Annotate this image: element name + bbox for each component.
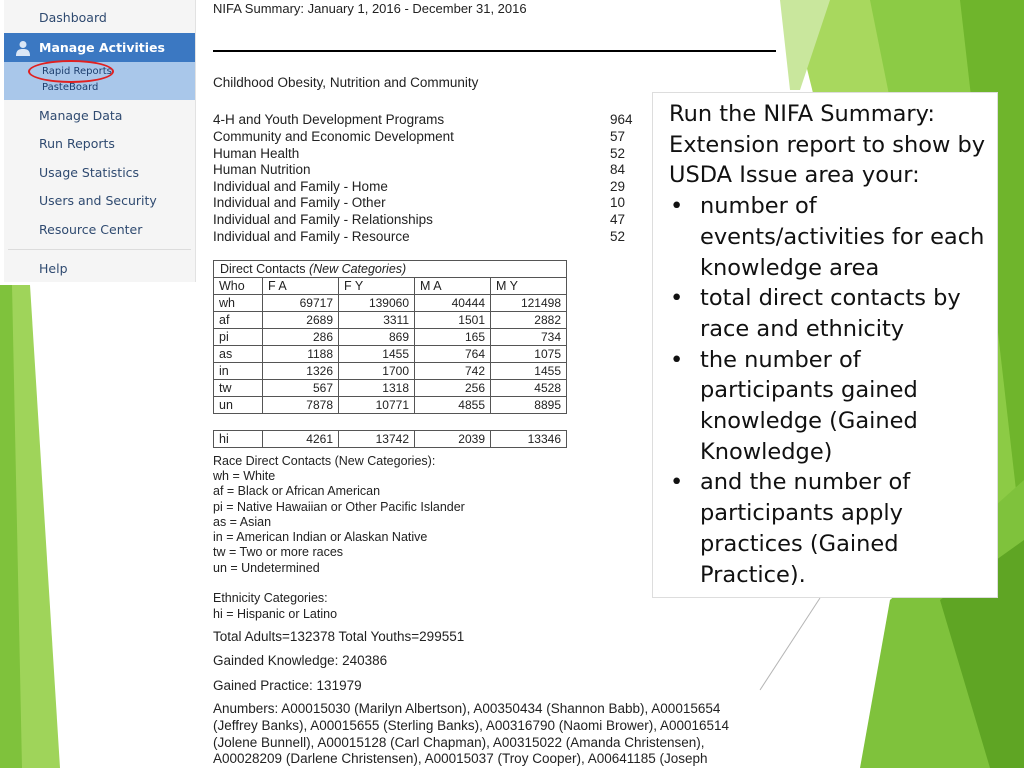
highlight-circle — [28, 60, 114, 83]
sidebar-item-label: Manage Activities — [39, 40, 165, 55]
callout-bullet: • the number of participants gained knowledge (Gained Knowledge) — [700, 345, 987, 468]
table-cell: 2039 — [415, 431, 491, 448]
table-row — [214, 380, 567, 397]
report-title: NIFA Summary: January 1, 2016 - December 31, 2016 — [213, 1, 527, 16]
legend-line: Race Direct Contacts (New Categories): — [213, 454, 436, 468]
callout-intro: Run the NIFA Summary: Extension report to show by USDA Issue area your: — [669, 101, 986, 189]
program-row: Individual and Family - Home 29 — [213, 179, 626, 194]
direct-contacts-table — [213, 260, 567, 414]
program-row: Community and Economic Development 57 — [213, 129, 626, 144]
sidebar-item-manage-activities[interactable] — [4, 33, 195, 63]
totals-line: Total Adults=132378 Total Youths=299551 — [213, 629, 465, 644]
row-key: in — [214, 363, 263, 380]
table-row — [214, 295, 567, 312]
program-row: Human Health 52 — [213, 146, 626, 161]
sidebar-item-dashboard[interactable]: Dashboard — [39, 10, 107, 25]
table-cell: 13742 — [339, 431, 415, 448]
hispanic-table — [213, 430, 567, 448]
legend-line: pi = Native Hawaiian or Other Pacific Islander — [213, 500, 465, 514]
row-key: un — [214, 397, 263, 414]
column-header: M Y — [491, 278, 567, 295]
table-cell: 1188 — [263, 346, 339, 363]
column-header: Who — [214, 278, 263, 295]
table-cell: 4855 — [415, 397, 491, 414]
callout-list — [669, 191, 987, 590]
program-row: Human Nutrition 84 — [213, 162, 626, 177]
table-cell: 3311 — [339, 312, 415, 329]
table-cell: 734 — [491, 329, 567, 346]
rapid-reports-link[interactable]: Rapid Reports — [42, 66, 112, 77]
anumbers-line: (Jeffrey Banks), A00015655 (Sterling Banks), A00316790 (Naomi Brower), A00016514 — [213, 718, 730, 733]
anumbers-line: A00028209 (Darlene Christensen), A00015037 (Troy Cooper), A00641185 (Joseph — [213, 751, 708, 766]
table-cell: 121498 — [491, 295, 567, 312]
sidebar-nav — [4, 0, 196, 282]
table-row — [214, 312, 567, 329]
anumbers-line: Anumbers: A00015030 (Marilyn Albertson), A00350434 (Shannon Babb), A00015654 — [213, 701, 721, 716]
sidebar-item-run-reports[interactable]: Run Reports — [39, 136, 115, 151]
table-cell: 1075 — [491, 346, 567, 363]
instruction-callout — [652, 92, 998, 598]
table-header-row — [214, 278, 567, 295]
callout-bullet: • and the number of participants apply practices (Gained Practice). — [700, 467, 987, 590]
table-cell: 8895 — [491, 397, 567, 414]
program-row: Individual and Family - Relationships 47 — [213, 212, 626, 227]
table-row — [214, 329, 567, 346]
table-cell: 2882 — [491, 312, 567, 329]
row-key: as — [214, 346, 263, 363]
table-cell: 69717 — [263, 295, 339, 312]
row-key: tw — [214, 380, 263, 397]
gained-knowledge-line: Gainded Knowledge: 240386 — [213, 653, 388, 668]
program-row: 4-H and Youth Development Programs 964 — [213, 112, 633, 127]
program-row: Individual and Family - Resource 52 — [213, 229, 626, 244]
table-cell: 1455 — [339, 346, 415, 363]
table-cell: 1501 — [415, 312, 491, 329]
column-header: F A — [263, 278, 339, 295]
table-cell: 13346 — [491, 431, 567, 448]
table-title-row — [214, 261, 567, 278]
table-cell: 10771 — [339, 397, 415, 414]
table-cell: 1700 — [339, 363, 415, 380]
section-heading: Childhood Obesity, Nutrition and Community — [213, 75, 479, 90]
ethnicity-legend-line: hi = Hispanic or Latino — [213, 607, 338, 621]
table-body — [214, 295, 567, 414]
table-cell: 764 — [415, 346, 491, 363]
legend-line: un = Undetermined — [213, 561, 320, 575]
column-header: F Y — [339, 278, 415, 295]
legend-line: tw = Two or more races — [213, 545, 344, 559]
table-row — [214, 397, 567, 414]
table-title: Direct Contacts (New Categories) — [214, 261, 567, 278]
sidebar-item-usage-statistics[interactable]: Usage Statistics — [39, 165, 140, 180]
table-cell: 1318 — [339, 380, 415, 397]
sidebar-item-help[interactable]: Help — [39, 261, 68, 276]
table-cell: 7878 — [263, 397, 339, 414]
legend-line: af = Black or African American — [213, 484, 381, 498]
table-cell: 286 — [263, 329, 339, 346]
sidebar-item-users-and-security[interactable]: Users and Security — [39, 193, 157, 208]
legend-line: wh = White — [213, 469, 276, 483]
gained-practice-line: Gained Practice: 131979 — [213, 678, 362, 693]
anumbers-line: (Jolene Bunnell), A00015128 (Carl Chapman), A00315022 (Amanda Christensen), — [213, 735, 705, 750]
ethnicity-legend-line: Ethnicity Categories: — [213, 591, 328, 605]
row-key: hi — [214, 431, 263, 448]
table-cell: 1455 — [491, 363, 567, 380]
legend-line: in = American Indian or Alaskan Native — [213, 530, 428, 544]
table-cell: 742 — [415, 363, 491, 380]
pasteboard-link[interactable]: PasteBoard — [42, 82, 99, 93]
user-icon — [16, 40, 30, 56]
program-row: Individual and Family - Other 10 — [213, 195, 626, 210]
row-key: af — [214, 312, 263, 329]
legend-line: as = Asian — [213, 515, 272, 529]
table-row — [214, 346, 567, 363]
table-cell: 2689 — [263, 312, 339, 329]
table-cell: 4261 — [263, 431, 339, 448]
table-cell: 40444 — [415, 295, 491, 312]
sidebar-divider — [8, 249, 191, 250]
table-cell: 4528 — [491, 380, 567, 397]
table-cell: 567 — [263, 380, 339, 397]
row-key: wh — [214, 295, 263, 312]
sidebar-item-manage-data[interactable]: Manage Data — [39, 108, 123, 123]
table-row — [214, 431, 567, 448]
table-cell: 1326 — [263, 363, 339, 380]
title-rule — [213, 50, 776, 52]
table-cell: 256 — [415, 380, 491, 397]
callout-bullet: • number of events/activities for each knowledge area — [700, 191, 987, 283]
table-cell: 869 — [339, 329, 415, 346]
table-cell: 165 — [415, 329, 491, 346]
column-header: M A — [415, 278, 491, 295]
table-cell: 139060 — [339, 295, 415, 312]
row-key: pi — [214, 329, 263, 346]
callout-bullet: • total direct contacts by race and ethnicity — [700, 283, 987, 344]
table-row — [214, 363, 567, 380]
sidebar-item-resource-center[interactable]: Resource Center — [39, 222, 143, 237]
